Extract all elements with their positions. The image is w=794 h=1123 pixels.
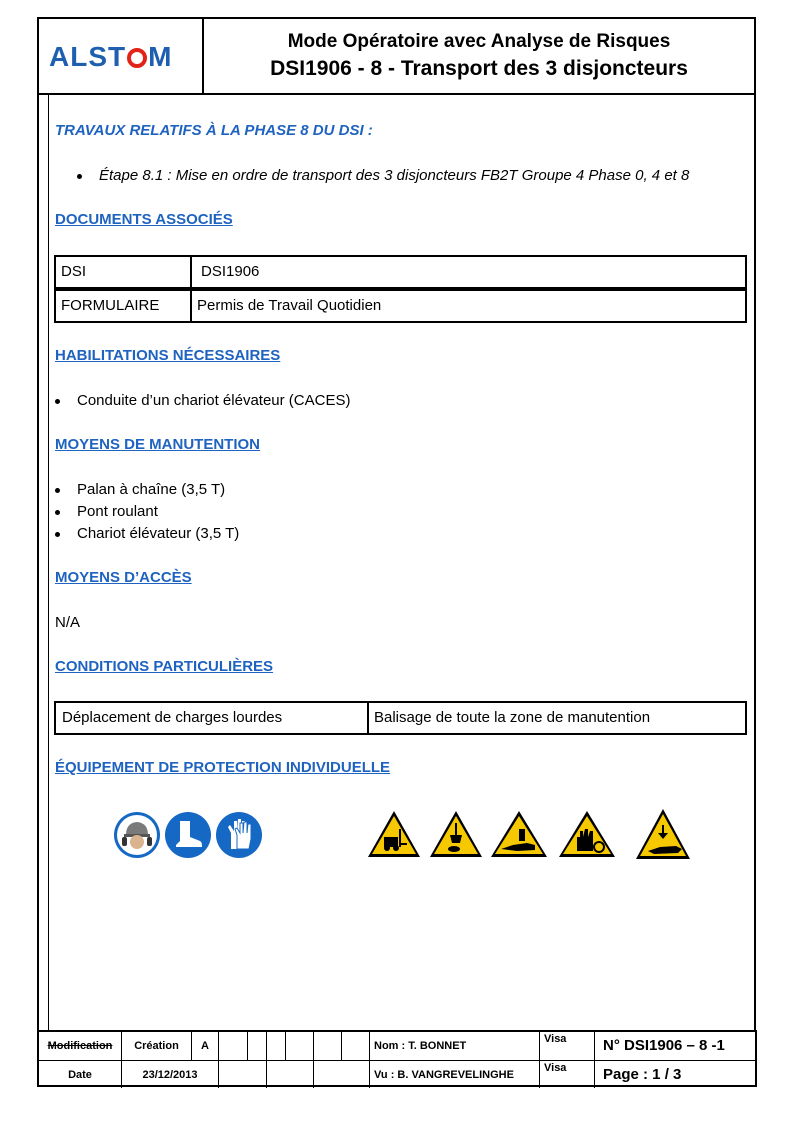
hard-hat-ear-protection-icon: [113, 811, 161, 859]
date-label: Date: [39, 1060, 122, 1088]
revision-value: A: [192, 1032, 219, 1060]
document-row: [54, 255, 747, 289]
author-name: Nom : T. BONNET: [370, 1032, 540, 1060]
document-number: N° DSI1906 – 8 -1: [603, 1037, 725, 1054]
phase-title: TRAVAUX RELATIFS À LA PHASE 8 DU DSI :: [55, 122, 373, 139]
document-ref: Permis de Travail Quotidien: [197, 297, 382, 314]
header-subtitle: DSI1906 - 8 - Transport des 3 disjoncteurs: [270, 57, 688, 80]
document-header: [37, 17, 756, 95]
bullet-icon: [55, 510, 60, 515]
date-value: 23/12/2013: [122, 1060, 219, 1088]
manutention-item: Palan à chaîne (3,5 T): [55, 481, 225, 498]
bullet-icon: [55, 399, 60, 404]
empty-cell: [219, 1032, 248, 1060]
document-ref: DSI1906: [201, 263, 260, 280]
habilitations-title: HABILITATIONS NÉCESSAIRES: [55, 347, 281, 364]
document-type: DSI: [56, 257, 192, 287]
forklift-warning-icon: [366, 809, 422, 859]
condition-left: Déplacement de charges lourdes: [56, 703, 369, 733]
epi-title: ÉQUIPEMENT DE PROTECTION INDIVIDUELLE: [55, 759, 391, 776]
condition-right: Balisage de toute la zone de manutention: [374, 709, 651, 726]
empty-cell: [267, 1032, 286, 1060]
hand-crush-gears-warning-icon: [557, 809, 617, 859]
step-item: Étape 8.1 : Mise en ordre de transport des 3 disjoncteurs FB2T Groupe 4 Phase 0, 4 et 8: [77, 167, 689, 184]
crush-hand-warning-icon: [489, 809, 549, 859]
suspended-load-warning-icon: [428, 809, 484, 859]
safety-gloves-icon: [215, 811, 263, 859]
safety-boots-icon: [164, 811, 212, 859]
visa-label: Visa: [540, 1032, 595, 1060]
visa-label: Visa: [540, 1060, 595, 1088]
falling-load-hand-warning-icon: [634, 807, 692, 861]
documents-title: DOCUMENTS ASSOCIÉS: [55, 211, 233, 228]
logo-cell: [39, 19, 204, 93]
empty-cell: [286, 1032, 314, 1060]
manutention-item: Pont roulant: [55, 503, 158, 520]
manutention-title: MOYENS DE MANUTENTION: [55, 436, 261, 453]
empty-cell: [314, 1060, 370, 1088]
bullet-icon: [55, 532, 60, 537]
modification-label: Modification: [39, 1032, 122, 1060]
creation-label: Création: [122, 1032, 192, 1060]
empty-cell: [342, 1032, 370, 1060]
empty-cell: [219, 1060, 267, 1088]
conditions-row: [54, 701, 747, 735]
bullet-icon: [55, 488, 60, 493]
manutention-item: Chariot élévateur (3,5 T): [55, 525, 239, 542]
reviewer-name: Vu : B. VANGREVELINGHE: [370, 1060, 540, 1088]
alstom-logo: ALST M: [49, 41, 173, 72]
habilitation-item: Conduite d’un chariot élévateur (CACES): [55, 392, 350, 409]
conditions-title: CONDITIONS PARTICULIÈRES: [55, 658, 274, 675]
empty-cell: [314, 1032, 342, 1060]
empty-cell: [248, 1032, 267, 1060]
acces-title: MOYENS D’ACCÈS: [55, 569, 192, 586]
margin-line: [48, 95, 49, 1030]
empty-cell: [267, 1060, 314, 1088]
body-frame: [37, 95, 756, 1030]
header-title: Mode Opératoire avec Analyse de Risques: [287, 31, 671, 52]
document-footer: [37, 1030, 757, 1087]
document-row: [54, 289, 747, 323]
document-type: FORMULAIRE: [56, 291, 192, 321]
acces-value: N/A: [55, 614, 81, 631]
page-number: Page : 1 / 3: [595, 1060, 755, 1088]
bullet-icon: [77, 174, 82, 179]
